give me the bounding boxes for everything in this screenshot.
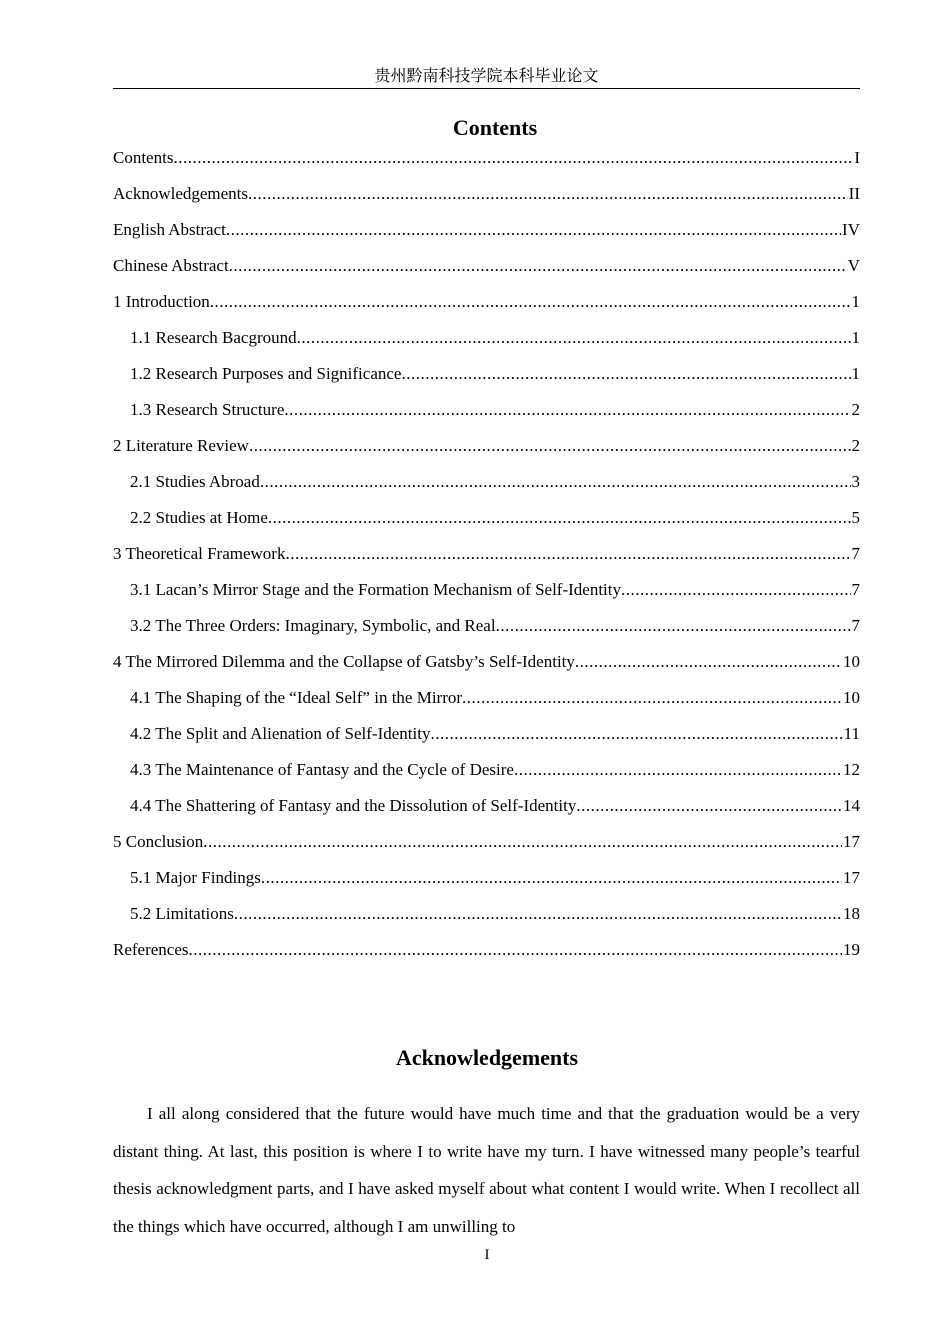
toc-entry-label: 1.1 Research Bacground bbox=[130, 328, 297, 347]
toc-leader-dots bbox=[496, 613, 851, 639]
page-header: 贵州黔南科技学院本科毕业论文 bbox=[113, 66, 860, 89]
acknowledgements-title: Acknowledgements bbox=[395, 1045, 579, 1070]
toc-entry-page: 5 bbox=[851, 508, 860, 527]
toc-entry-label: Contents bbox=[113, 148, 174, 167]
toc-entry-label: 4 The Mirrored Dilemma and the Collapse of Gatsby’s Self-Identity bbox=[113, 652, 575, 671]
toc-entry-label: 3.2 The Three Orders: Imaginary, Symbolic, and Real bbox=[130, 616, 496, 635]
toc-entry[interactable] bbox=[113, 613, 860, 649]
toc-entry-label: 4.1 The Shaping of the “Ideal Self” in the Mirror bbox=[130, 688, 463, 707]
toc-entry-page: 12 bbox=[843, 760, 860, 779]
toc-leader-dots bbox=[575, 649, 842, 675]
toc-entry-page: II bbox=[848, 184, 860, 203]
toc-leader-dots bbox=[203, 829, 842, 855]
toc-leader-dots bbox=[173, 145, 853, 171]
toc-entry-page: IV bbox=[842, 220, 860, 239]
toc-entry-page: 18 bbox=[843, 904, 860, 923]
toc-entry-page: 7 bbox=[851, 616, 860, 635]
toc-entry-page: 1 bbox=[851, 364, 860, 383]
toc-entry[interactable] bbox=[113, 901, 860, 937]
toc-leader-dots bbox=[249, 433, 851, 459]
page-number: I bbox=[484, 1247, 490, 1263]
toc-entry-page: 1 bbox=[851, 328, 860, 347]
toc-entry-label: Acknowledgements bbox=[113, 184, 249, 203]
toc-entry[interactable] bbox=[113, 865, 860, 901]
toc-entry-page: 3 bbox=[851, 472, 860, 491]
toc-leader-dots bbox=[576, 793, 842, 819]
toc-entry-page: 7 bbox=[851, 580, 860, 599]
toc-entry[interactable] bbox=[113, 757, 860, 793]
toc-entry[interactable] bbox=[113, 505, 860, 541]
toc-entry-label: References bbox=[113, 940, 189, 959]
toc-entry-page: 7 bbox=[851, 544, 860, 563]
toc-entry[interactable] bbox=[113, 289, 860, 325]
toc-leader-dots bbox=[514, 757, 842, 783]
toc-entry[interactable] bbox=[113, 469, 860, 505]
toc-entry-label: 2 Literature Review bbox=[113, 436, 249, 455]
toc-entry[interactable] bbox=[113, 793, 860, 829]
toc-leader-dots bbox=[248, 181, 848, 207]
toc-entry[interactable] bbox=[113, 721, 860, 757]
toc-entry-page: 1 bbox=[851, 292, 860, 311]
toc-entry[interactable] bbox=[113, 433, 860, 469]
toc-entry-label: 1.3 Research Structure bbox=[130, 400, 285, 419]
toc-leader-dots bbox=[430, 721, 842, 747]
toc-leader-dots bbox=[621, 577, 851, 603]
toc-entry-label: 4.2 The Split and Alienation of Self-Identity bbox=[130, 724, 431, 743]
toc-entry-label: 5.1 Major Findings bbox=[130, 868, 261, 887]
toc-leader-dots bbox=[210, 289, 851, 315]
toc-leader-dots bbox=[401, 361, 850, 387]
toc-entry-label: 1.2 Research Purposes and Significance bbox=[130, 364, 402, 383]
toc-leader-dots bbox=[462, 685, 842, 711]
toc-entry-label: 3 Theoretical Framework bbox=[113, 544, 286, 563]
toc-entry[interactable] bbox=[113, 577, 860, 613]
toc-entry-page: 17 bbox=[843, 868, 860, 887]
table-of-contents bbox=[113, 145, 860, 973]
toc-entry-page: I bbox=[854, 148, 860, 167]
acknowledgements-body: I all along considered that the future would have much time and that the graduation would be a very distant thing. At last, this position is where I to write have my turn. I have witnessed many people’s tearful thesis acknowledgment parts, and I have asked myself about what content I would write. When I recollect all the things which have occurred, although I am unwilling to bbox=[113, 1104, 860, 1236]
toc-leader-dots bbox=[285, 541, 850, 567]
toc-entry-page: 10 bbox=[843, 652, 860, 671]
toc-leader-dots bbox=[229, 253, 847, 279]
toc-entry[interactable] bbox=[113, 253, 860, 289]
toc-entry-label: 2.1 Studies Abroad bbox=[130, 472, 260, 491]
toc-entry-label: 5.2 Limitations bbox=[130, 904, 234, 923]
toc-entry-label: Chinese Abstract bbox=[113, 256, 229, 275]
toc-leader-dots bbox=[189, 937, 842, 963]
toc-entry[interactable] bbox=[113, 685, 860, 721]
toc-leader-dots bbox=[284, 397, 850, 423]
toc-leader-dots bbox=[297, 325, 851, 351]
toc-entry[interactable] bbox=[113, 937, 860, 973]
toc-entry[interactable] bbox=[113, 325, 860, 361]
toc-entry[interactable] bbox=[113, 181, 860, 217]
toc-entry-label: 4.4 The Shattering of Fantasy and the Dissolution of Self-Identity bbox=[130, 796, 577, 815]
toc-entry-page: V bbox=[847, 256, 860, 275]
toc-leader-dots bbox=[261, 865, 842, 891]
toc-entry[interactable] bbox=[113, 217, 860, 253]
toc-entry-label: 1 Introduction bbox=[113, 292, 210, 311]
toc-entry[interactable] bbox=[113, 145, 860, 181]
toc-entry-page: 2 bbox=[851, 400, 860, 419]
toc-entry[interactable] bbox=[113, 397, 860, 433]
toc-entry-page: 11 bbox=[843, 724, 860, 743]
toc-entry-label: 4.3 The Maintenance of Fantasy and the Cycle of Desire bbox=[130, 760, 514, 779]
toc-entry-label: 5 Conclusion bbox=[113, 832, 204, 851]
toc-leader-dots bbox=[226, 217, 841, 243]
toc-entry[interactable] bbox=[113, 829, 860, 865]
toc-entry[interactable] bbox=[113, 541, 860, 577]
toc-entry-page: 17 bbox=[843, 832, 860, 851]
toc-entry-page: 14 bbox=[843, 796, 860, 815]
toc-entry-page: 19 bbox=[843, 940, 860, 959]
toc-entry[interactable] bbox=[113, 361, 860, 397]
toc-entry-page: 2 bbox=[851, 436, 860, 455]
toc-entry-page: 10 bbox=[843, 688, 860, 707]
toc-entry[interactable] bbox=[113, 649, 860, 685]
toc-entry-label: 3.1 Lacan’s Mirror Stage and the Formation Mechanism of Self-Identity bbox=[130, 580, 621, 599]
toc-entry-label: English Abstract bbox=[113, 220, 226, 239]
toc-title: Contents bbox=[452, 115, 538, 140]
toc-leader-dots bbox=[234, 901, 842, 927]
toc-leader-dots bbox=[268, 505, 851, 531]
toc-entry-label: 2.2 Studies at Home bbox=[130, 508, 268, 527]
toc-leader-dots bbox=[260, 469, 851, 495]
